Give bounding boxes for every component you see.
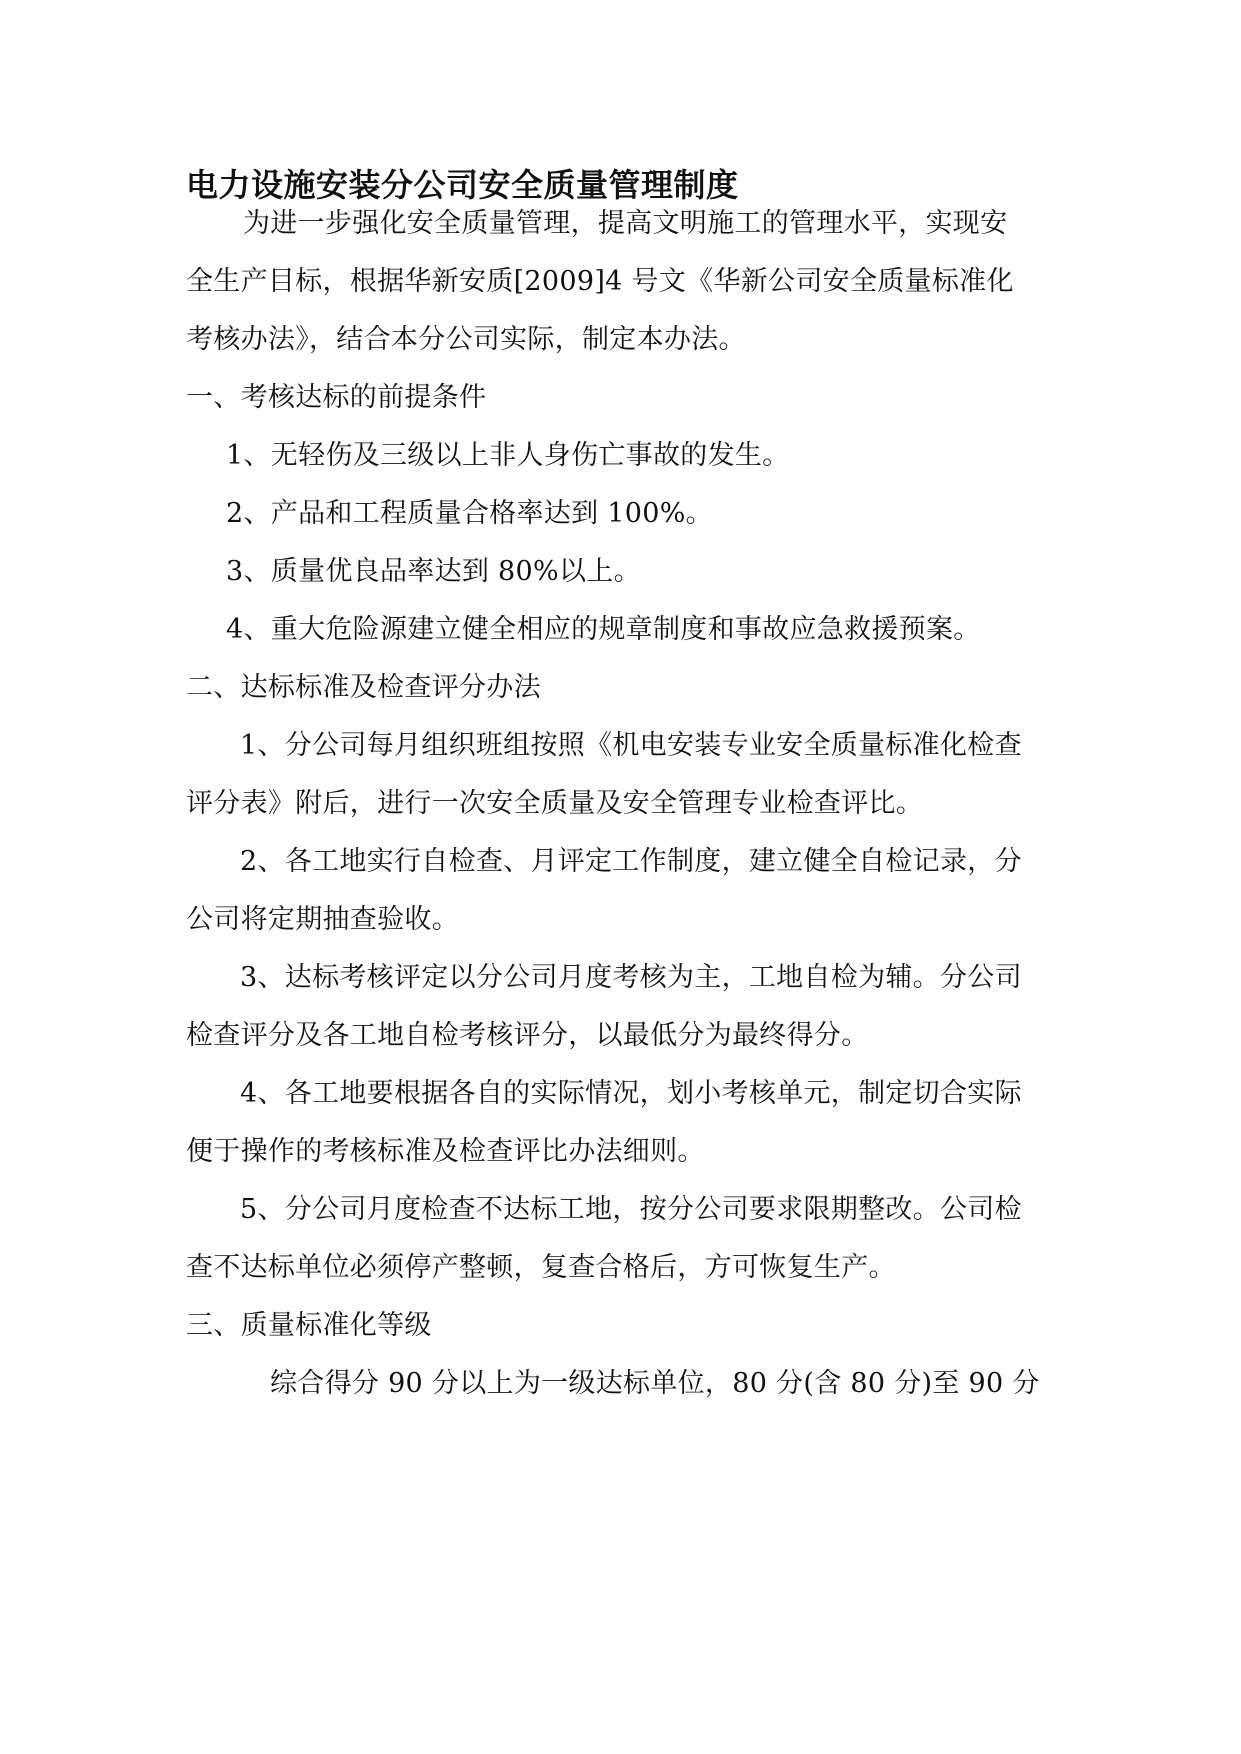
list-item: 4、重大危险源建立健全相应的规章制度和事故应急救援预案。 xyxy=(226,614,981,645)
list-item: 5、分公司月度检查不达标工地，按分公司要求限期整改。公司检 xyxy=(240,1194,1022,1225)
list-item: 3、质量优良品率达到 80%以上。 xyxy=(226,556,641,587)
section-heading: 三、质量标准化等级 xyxy=(186,1310,432,1341)
list-item: 1、无轻伤及三级以上非人身伤亡事故的发生。 xyxy=(226,440,790,471)
paragraph-line: 考核办法》，结合本分公司实际，制定本办法。 xyxy=(186,324,746,355)
list-item: 2、产品和工程质量合格率达到 100%。 xyxy=(226,498,713,529)
list-item: 3、达标考核评定以分公司月度考核为主，工地自检为辅。分公司 xyxy=(240,962,1022,993)
list-item: 4、各工地要根据各自的实际情况，划小考核单元，制定切合实际 xyxy=(240,1078,1022,1109)
paragraph-line: 公司将定期抽查验收。 xyxy=(186,904,459,935)
paragraph-line: 全生产目标，根据华新安质[2009]4 号文《华新公司安全质量标准化 xyxy=(186,266,1014,297)
paragraph-line: 便于操作的考核标准及检查评比办法细则。 xyxy=(186,1136,705,1167)
paragraph-line: 检查评分及各工地自检考核评分，以最低分为最终得分。 xyxy=(186,1020,869,1051)
paragraph-line: 综合得分 90 分以上为一级达标单位，80 分(含 80 分)至 90 分 xyxy=(270,1368,1040,1399)
paragraph-line: 查不达标单位必须停产整顿，复查合格后，方可恢复生产。 xyxy=(186,1252,896,1283)
paragraph-line: 为进一步强化安全质量管理，提高文明施工的管理水平，实现安 xyxy=(243,208,1008,239)
list-item: 2、各工地实行自检查、月评定工作制度，建立健全自检记录，分 xyxy=(240,846,1022,877)
list-item: 1、分公司每月组织班组按照《机电安装专业安全质量标准化检查 xyxy=(240,730,1022,761)
section-heading: 二、达标标准及检查评分办法 xyxy=(186,672,541,703)
document-title: 电力设施安装分公司安全质量管理制度 xyxy=(186,166,739,204)
paragraph-line: 评分表》附后，进行一次安全质量及安全管理专业检查评比。 xyxy=(186,788,924,819)
section-heading: 一、考核达标的前提条件 xyxy=(186,382,487,413)
